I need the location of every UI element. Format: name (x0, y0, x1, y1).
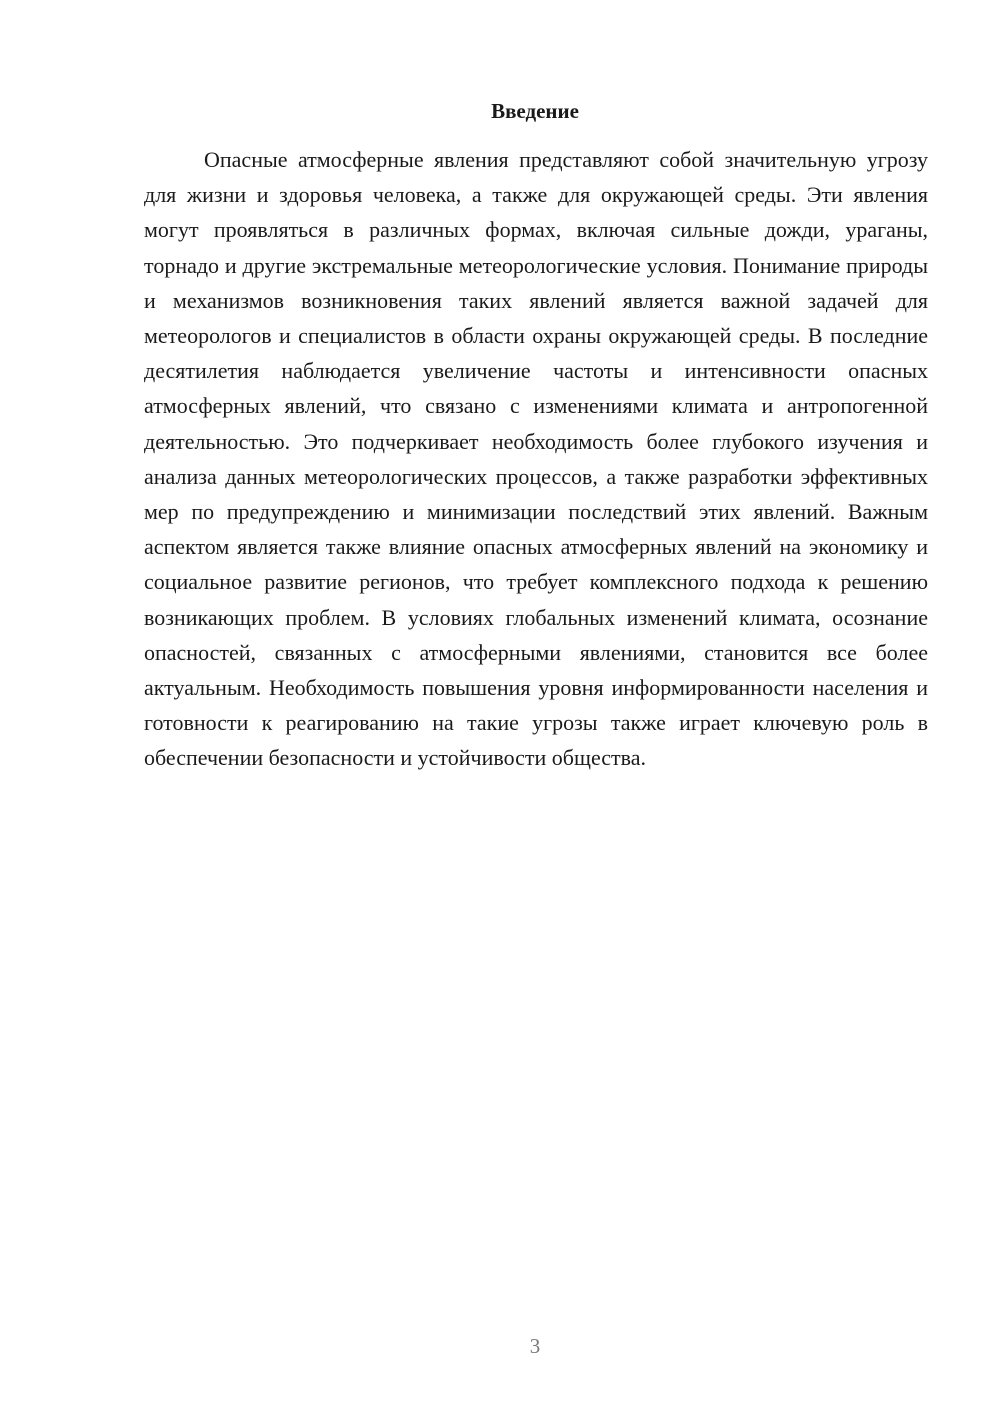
page-number: 3 (529, 1334, 541, 1358)
section-title: Введение (491, 99, 579, 123)
body-paragraph: Опасные атмосферные явления представляют собой значительную угрозу для жизни и здоровья человека, а также для окружающей среды. Эти явления могут проявляться в различных формах, включая сильные дожди, ураганы, торнадо и другие экстремальные метеорологические условия. Понимание природы и механизмов возникновения таких явлений является важной задачей для метеорологов и специалистов в области охраны окружающей среды. В последние десятилетия наблюдается увеличение частоты и интенсивности опасных атмосферных явлений, что связано с изменениями климата и антропогенной деятельностью. Это подчеркивает необходимость более глубокого изучения и анализа данных метеорологических процессов, а также разработки эффективных мер по предупреждению и минимизации последствий этих явлений. Важным аспектом является также влияние опасных атмосферных явлений на экономику и социальное развитие регионов, что требует комплексного подхода к решению возникающих проблем. В условиях глобальных изменений климата, осознание опасностей, связанных с атмосферными явлениями, становится все более актуальным. Необходимость повышения уровня информированности населения и готовности к реагированию на такие угрозы также играет ключевую роль в обеспечении безопасности и устойчивости общества. (144, 147, 928, 771)
